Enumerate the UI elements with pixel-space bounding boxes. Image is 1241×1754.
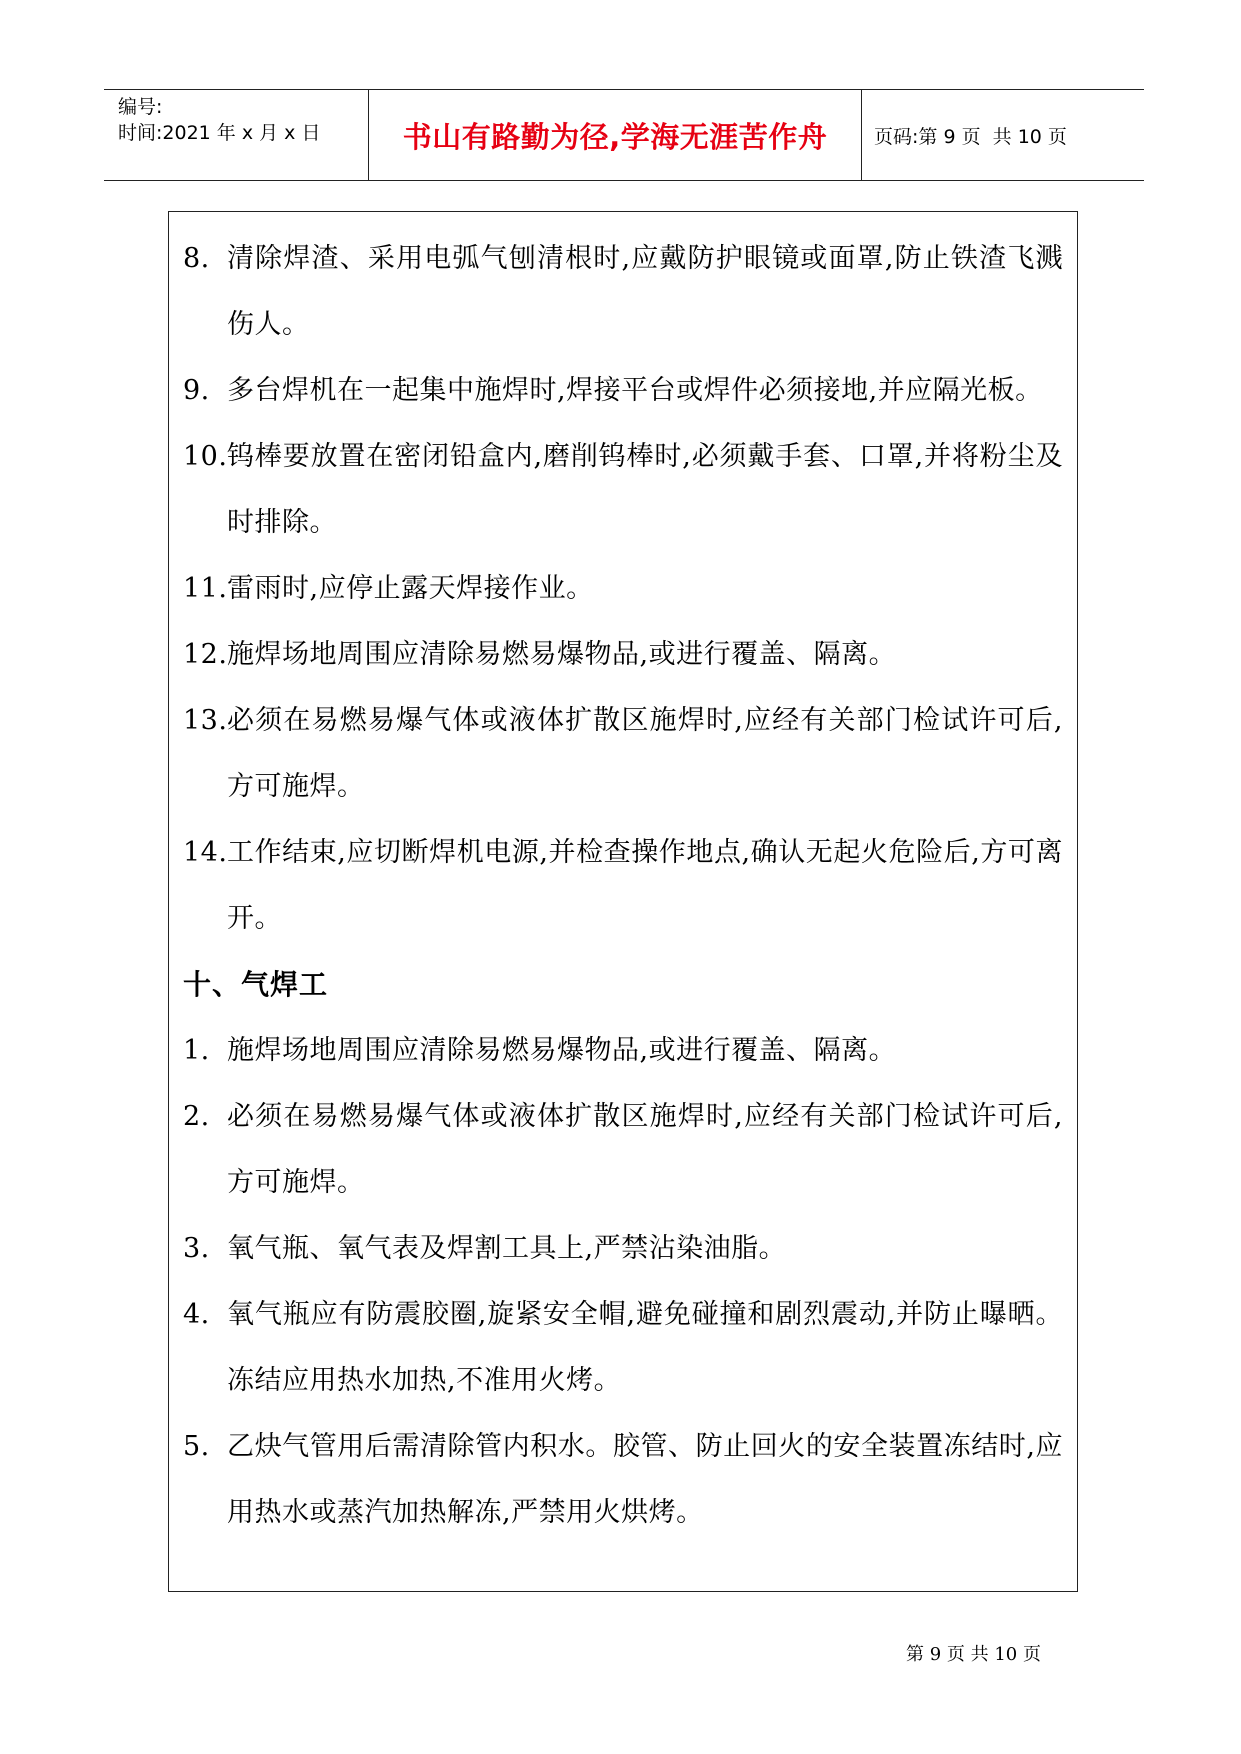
header-divider	[368, 90, 369, 180]
list-item	[183, 1216, 1063, 1282]
header-motto: 书山有路勤为径,学海无涯苦作舟	[402, 119, 828, 154]
item-number: 11.	[183, 573, 228, 604]
list-item	[183, 1414, 1063, 1546]
header-divider	[861, 90, 862, 180]
list-item	[183, 622, 1063, 688]
item-number: 10.	[183, 441, 228, 472]
item-number: 8.	[183, 243, 210, 274]
item-text: 氧气瓶应有防震胶圈,旋紧安全帽,避免碰撞和剧烈震动,并防止曝晒。冻结应用热水加热,不准用火烤。	[227, 1299, 1063, 1396]
item-text: 氧气瓶、氧气表及焊割工具上,严禁沾染油脂。	[227, 1233, 787, 1264]
header-page-label: 页码:第 9 页 共 10 页	[874, 125, 1067, 148]
number-label: 编号:	[118, 96, 163, 118]
item-text: 施焊场地周围应清除易燃易爆物品,或进行覆盖、隔离。	[227, 1035, 897, 1066]
item-text: 乙炔气管用后需清除管内积水。胶管、防止回火的安全装置冻结时,应用热水或蒸汽加热解冻,严禁用火烘烤。	[227, 1431, 1063, 1528]
item-text: 清除焊渣、采用电弧气刨清根时,应戴防护眼镜或面罩,防止铁渣飞溅伤人。	[227, 243, 1063, 340]
list-item	[183, 424, 1063, 556]
item-text: 钨棒要放置在密闭铅盒内,磨削钨棒时,必须戴手套、口罩,并将粉尘及时排除。	[227, 441, 1063, 538]
item-text: 必须在易燃易爆气体或液体扩散区施焊时,应经有关部门检试许可后,方可施焊。	[227, 1101, 1063, 1198]
list-item	[183, 1084, 1063, 1216]
item-number: 2.	[183, 1101, 210, 1132]
list-item	[183, 226, 1063, 358]
list-item	[183, 820, 1063, 952]
list-item	[183, 1018, 1063, 1084]
header-info	[104, 90, 368, 180]
item-text: 必须在易燃易爆气体或液体扩散区施焊时,应经有关部门检试许可后,方可施焊。	[227, 705, 1063, 802]
item-number: 1.	[183, 1035, 210, 1066]
item-text: 多台焊机在一起集中施焊时,焊接平台或焊件必须接地,并应隔光板。	[227, 375, 1043, 406]
item-number: 13.	[183, 705, 228, 736]
item-text: 施焊场地周围应清除易燃易爆物品,或进行覆盖、隔离。	[227, 639, 897, 670]
item-number: 3.	[183, 1233, 210, 1264]
item-number: 14.	[183, 837, 228, 868]
item-number: 9.	[183, 375, 210, 406]
item-number: 4.	[183, 1299, 210, 1330]
list-item	[183, 358, 1063, 424]
content-box	[168, 211, 1078, 1592]
item-text: 工作结束,应切断焊机电源,并检查操作地点,确认无起火危险后,方可离开。	[227, 837, 1063, 934]
list-item	[183, 556, 1063, 622]
page-footer: 第 9 页 共 10 页	[906, 1644, 1041, 1665]
item-text: 雷雨时,应停止露天焊接作业。	[227, 573, 594, 604]
item-number: 5.	[183, 1431, 210, 1462]
list-item	[183, 688, 1063, 820]
item-number: 12.	[183, 639, 228, 670]
list-item	[183, 1282, 1063, 1414]
time-label: 时间:2021 年 x 月 x 日	[118, 122, 321, 144]
section-title: 十、气焊工	[183, 968, 329, 1001]
page-header	[104, 89, 1144, 181]
